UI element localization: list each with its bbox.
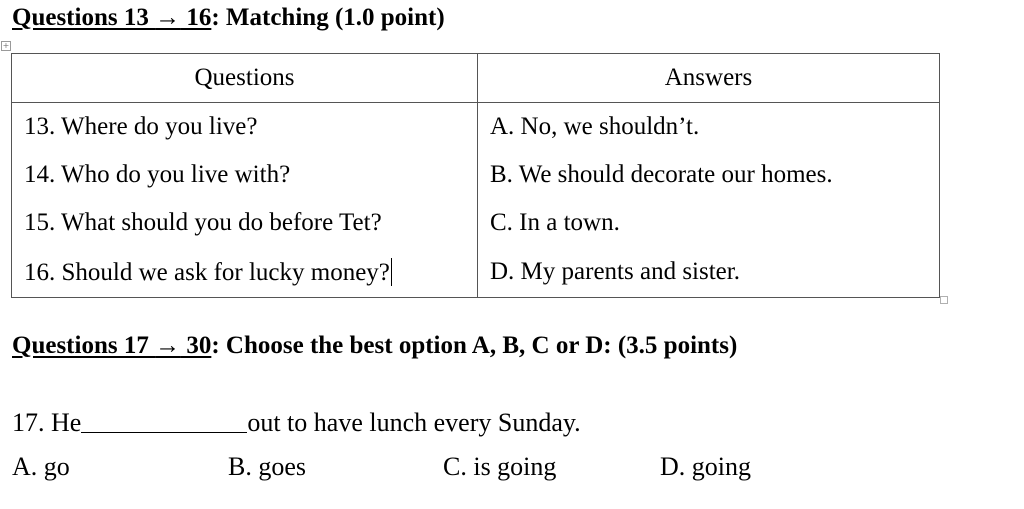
- answer-cell[interactable]: C. In a town.: [478, 199, 940, 247]
- heading-range-end: 30: [180, 332, 212, 359]
- table-resize-handle-icon[interactable]: [940, 296, 948, 304]
- heading-underlined-range: [12, 332, 211, 359]
- arrow-icon: →: [155, 4, 181, 31]
- heading-rest: : Matching (1.0 point): [211, 4, 445, 31]
- answer-cell[interactable]: D. My parents and sister.: [478, 247, 940, 298]
- matching-table: [11, 53, 940, 298]
- question-cell[interactable]: 14. Who do you live with?: [12, 151, 478, 199]
- answer-blank: [81, 408, 247, 433]
- option-d: D. going: [660, 452, 751, 481]
- question-cell-with-caret[interactable]: [12, 247, 478, 298]
- arrow-icon: →: [155, 332, 181, 359]
- heading-underlined-range: [12, 4, 211, 31]
- question-text: 16. Should we ask for lucky money?: [24, 258, 390, 286]
- text-cursor: [391, 258, 392, 286]
- question-17: [12, 408, 581, 438]
- table-move-handle-icon[interactable]: +: [2, 41, 10, 50]
- header-answers: Answers: [478, 54, 940, 103]
- table-row: [12, 247, 940, 298]
- option-c: C. is going: [443, 452, 557, 481]
- table-row: [12, 103, 940, 152]
- answer-cell[interactable]: A. No, we shouldn’t.: [478, 103, 940, 152]
- header-questions: Questions: [12, 54, 478, 103]
- question-cell[interactable]: 15. What should you do before Tet?: [12, 199, 478, 247]
- answer-cell[interactable]: B. We should decorate our homes.: [478, 151, 940, 199]
- table-row: [12, 151, 940, 199]
- question-17-stem-end: out to have lunch every Sunday.: [247, 408, 581, 437]
- heading-rest: : Choose the best option A, B, C or D: (3.5 points): [211, 332, 738, 359]
- option-a: A. go: [12, 452, 70, 481]
- option-b: B. goes: [228, 452, 306, 481]
- table-header-row: [12, 54, 940, 103]
- table-row: [12, 199, 940, 247]
- heading-range-end: 16: [180, 4, 212, 31]
- heading-range-start: Questions 17: [12, 332, 156, 359]
- question-17-stem-start: 17. He: [12, 408, 82, 437]
- heading-range-start: Questions 13: [12, 4, 156, 31]
- section-heading-multiple-choice: [12, 332, 737, 360]
- question-cell[interactable]: 13. Where do you live?: [12, 103, 478, 152]
- section-heading-matching: [12, 4, 445, 32]
